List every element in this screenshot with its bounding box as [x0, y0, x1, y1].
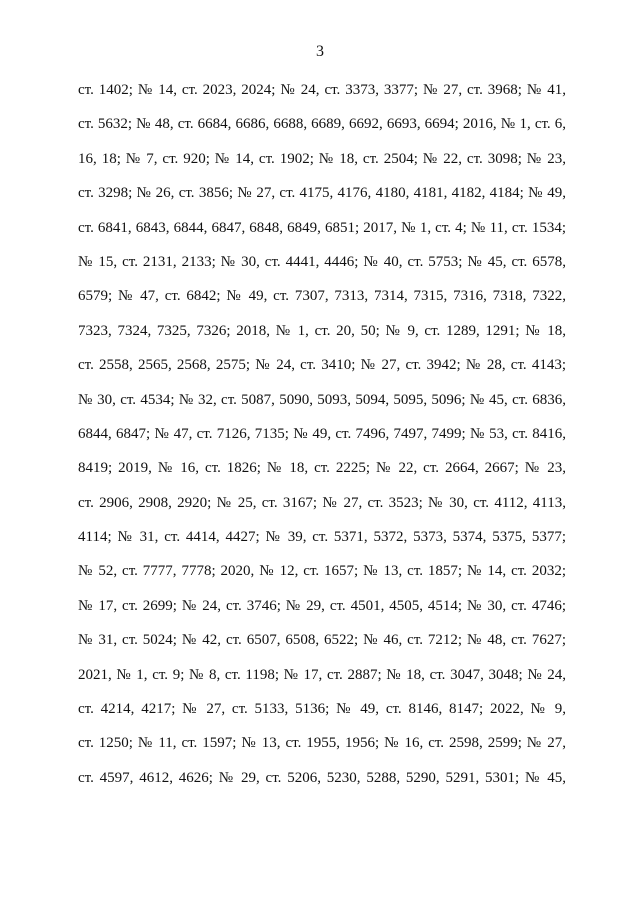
text-line: № 15, ст. 2131, 2133; № 30, ст. 4441, 4446; № 40, ст. 5753; № 45, ст. 6578, [78, 253, 566, 270]
text-line: 2021, № 1, ст. 9; № 8, ст. 1198; № 17, ст. 2887; № 18, ст. 3047, 3048; № 24, [78, 666, 566, 683]
text-line: ст. 2558, 2565, 2568, 2575; № 24, ст. 3410; № 27, ст. 3942; № 28, ст. 4143; [78, 357, 566, 374]
text-line: ст. 5632; № 48, ст. 6684, 6686, 6688, 6689, 6692, 6693, 6694; 2016, № 1, ст. 6, [78, 116, 566, 133]
text-line: ст. 1402; № 14, ст. 2023, 2024; № 24, ст. 3373, 3377; № 27, ст. 3968; № 41, [78, 82, 566, 98]
text-line: ст. 3298; № 26, ст. 3856; № 27, ст. 4175, 4176, 4180, 4181, 4182, 4184; № 49, [78, 185, 566, 202]
text-line: 6844, 6847; № 47, ст. 7126, 7135; № 49, ст. 7496, 7497, 7499; № 53, ст. 8416, [78, 425, 566, 442]
text-line: 7323, 7324, 7325, 7326; 2018, № 1, ст. 20, 50; № 9, ст. 1289, 1291; № 18, [78, 322, 566, 339]
text-line: 16, 18; № 7, ст. 920; № 14, ст. 1902; № 18, ст. 2504; № 22, ст. 3098; № 23, [78, 150, 566, 167]
text-line: 8419; 2019, № 16, ст. 1826; № 18, ст. 2225; № 22, ст. 2664, 2667; № 23, [78, 460, 566, 477]
text-line: ст. 1250; № 11, ст. 1597; № 13, ст. 1955, 1956; № 16, ст. 2598, 2599; № 27, [78, 735, 566, 752]
text-line: ст. 2906, 2908, 2920; № 25, ст. 3167; № 27, ст. 3523; № 30, ст. 4112, 4113, [78, 494, 566, 511]
text-line: ст. 4597, 4612, 4626; № 29, ст. 5206, 5230, 5288, 5290, 5291, 5301; № 45, [78, 769, 566, 786]
text-line: № 30, ст. 4534; № 32, ст. 5087, 5090, 5093, 5094, 5095, 5096; № 45, ст. 6836, [78, 391, 566, 408]
body-text [78, 80, 566, 802]
text-line: ст. 4214, 4217; № 27, ст. 5133, 5136; № 49, ст. 8146, 8147; 2022, № 9, [78, 701, 566, 718]
text-line: № 31, ст. 5024; № 42, ст. 6507, 6508, 6522; № 46, ст. 7212; № 48, ст. 7627; [78, 632, 566, 649]
text-line: 6579; № 47, ст. 6842; № 49, ст. 7307, 7313, 7314, 7315, 7316, 7318, 7322, [78, 288, 566, 305]
text-line: № 52, ст. 7777, 7778; 2020, № 12, ст. 1657; № 13, ст. 1857; № 14, ст. 2032; [78, 563, 566, 580]
text-line: ст. 6841, 6843, 6844, 6847, 6848, 6849, 6851; 2017, № 1, ст. 4; № 11, ст. 1534; [78, 219, 566, 236]
text-line: № 17, ст. 2699; № 24, ст. 3746; № 29, ст. 4501, 4505, 4514; № 30, ст. 4746; [78, 597, 566, 614]
page-number: 3 [316, 43, 324, 60]
text-line: 4114; № 31, ст. 4414, 4427; № 39, ст. 5371, 5372, 5373, 5374, 5375, 5377; [78, 529, 566, 546]
